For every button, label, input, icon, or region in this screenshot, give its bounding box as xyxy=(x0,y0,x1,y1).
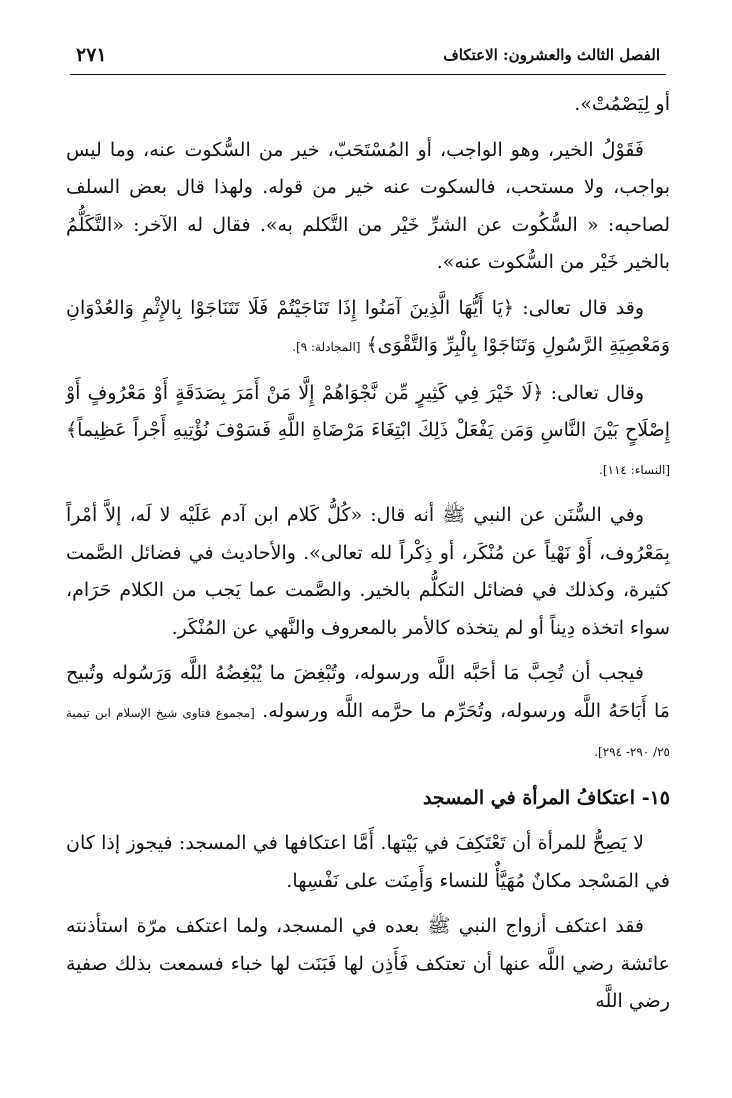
paragraph-text: وفي السُّنَن عن النبي ﷺ أنه قال: «كُلُّ كَلام ابن آدم عَلَيْه لا لَه، إلاَّ أمْراً بِمَعْرُوف، أَوْ نَهْياً عن مُنْكَر، أو ذِكْراً لله تعالى». والأحاديث في فضائل الصَّمت كثيرة، وكذلك في فضائل التكلُّم بالخير. والصَّمت عما يَجب من الكلام حَرَام، سواء اتخذه دِيناً أو لم يتخذه كالأمر بالمعروف والنَّهي عن المُنْكَر. xyxy=(66,504,670,639)
paragraph-quran-mujadala xyxy=(66,290,670,367)
paragraph-love-hate xyxy=(66,655,670,772)
paragraph-text: أو لِيَصْمُتْ». xyxy=(574,93,670,115)
paragraph-text: لا يَصِحُّ للمرأة أن تَعْتَكِفَ في بَيْتها. أَمَّا اعتكافها في المسجد: فيجوز إذا كان في المَسْجد مكانٌ مُهَيَّأٌ للنساء وَأَمِنَت على نَفْسِها. xyxy=(66,832,670,892)
page-number: ٢٧١ xyxy=(76,44,107,66)
body-text xyxy=(66,86,670,1029)
paragraph-hadith-ending xyxy=(66,86,670,124)
paragraph-sunan-hadith xyxy=(66,497,670,647)
verse-citation: [النساء: ١١٤]. xyxy=(599,462,670,477)
paragraph-text: فَقَوْلُ الخير، وهو الواجب، أو المُسْتَحَبّ، خير من السُّكوت عنه، وما ليس بواجب، ولا مستحب، فالسكوت عنه خير من قوله. ولهذا قال بعض السلف لصاحبه: « السُّكُوت عن الشرِّ خَيْر من التَّكلم به». فقال له الآخر: «التَّكَلُّمُ بالخير خَيْر من السُّكوت عنه». xyxy=(66,138,670,273)
paragraph-text: فيجب أن تُحِبَّ مَا أحَبَّه اللَّه ورسوله، وتُبْغِضَ ما يُبْغِضُهُ اللَّه وَرَسُوله وتُبيح مَا أَبَاحَهُ اللَّه ورسوله، وتُحَرِّم ما حرَّمه اللَّه ورسوله. xyxy=(66,662,670,722)
section-title: اعتكافُ المرأة في المسجد xyxy=(422,786,636,809)
source-citation: [مجموع فتاوى شيخ الإسلام ابن تيمية ٢٥/ ٢٩٠- ٢٩٤]. xyxy=(66,705,670,759)
section-heading xyxy=(66,780,670,818)
paragraph-wives-itikaf xyxy=(66,908,670,1021)
paragraph-quran-nisa xyxy=(66,375,670,490)
section-number: ١٥- xyxy=(641,786,670,809)
running-head: الفصل الثالث والعشرون: الاعتكاف xyxy=(443,46,660,64)
quran-verse: وقد قال تعالى: ﴿يَا أَيُّهَا الَّذِينَ آمَنُوا إِذَا تَنَاجَيْتُمْ فَلَا تَتَنَاجَوْا بِالإِثْمِ وَالعُدْوَانِ وَمَعْصِيَةِ الرَّسُولِ وَتَنَاجَوْا بِالْبِرِّ وَالتَّقْوَى﴾ xyxy=(66,296,670,356)
paragraph-speech-silence xyxy=(66,132,670,282)
paragraph-woman-itikaf xyxy=(66,825,670,900)
paragraph-text: فقد اعتكف أزواج النبي ﷺ بعده في المسجد، ولما اعتكف مرّة استأذنته عائشة رضي اللَّه عنها أن تعتكف فَأَذِن لها فَبَنَت لها خباء فسمعت بذلك صفية رضي اللَّه xyxy=(66,915,670,1012)
page-header xyxy=(70,44,666,75)
verse-citation: [المجادلة: ٩]. xyxy=(292,340,361,354)
quran-verse: وقال تعالى: ﴿لَا خَيْرَ فِي كَثِيرٍ مِّن نَّجْوَاهُمْ إِلَّا مَنْ أَمَرَ بِصَدَقَةٍ أَوْ مَعْرُوفٍ أَوْ إِصْلَاحٍ بَيْنَ النَّاسِ وَمَن يَفْعَلْ ذَلِكَ ابْتِغَاءَ مَرْضَاةِ اللَّهِ فَسَوْفَ نُؤْتِيهِ أَجْراً عَظِيماً﴾ xyxy=(66,381,670,441)
